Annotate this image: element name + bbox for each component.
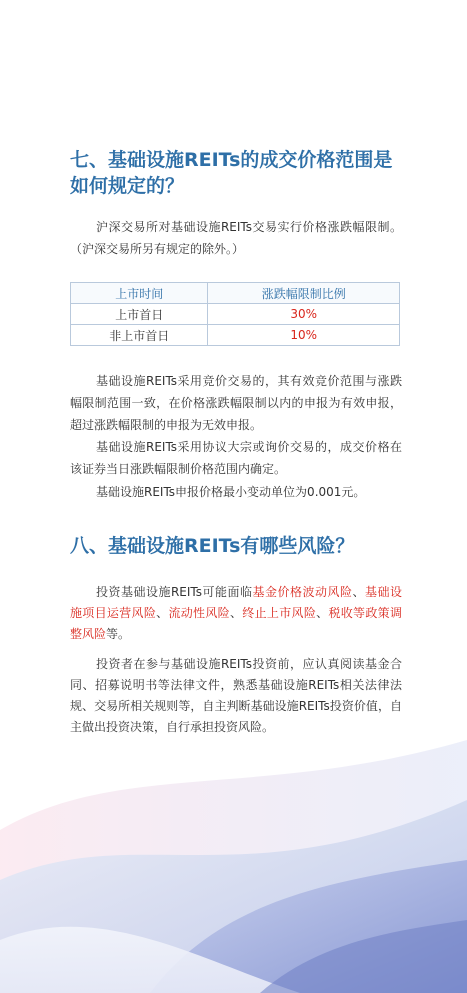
risk-item: 税收等政策调整风险	[70, 606, 402, 641]
risk-separator: 、	[156, 606, 169, 620]
tick-size-paragraph: 基础设施REITs申报价格最小变动单位为0.001元。	[96, 485, 366, 499]
risk-separator: 、	[352, 585, 365, 599]
risk-separator: 、	[316, 606, 329, 620]
table-cell-limit: 10%	[208, 325, 400, 346]
table-cell-time: 上市首日	[71, 304, 208, 325]
risk-item: 基金价格波动风险	[252, 585, 353, 599]
table-cell-limit: 30%	[208, 304, 400, 325]
section-7-intro: 沪深交易所对基础设施REITs交易实行价格涨跌幅限制。（沪深交易所另有规定的除外。）	[70, 220, 402, 256]
risk-item: 流动性风险	[168, 606, 230, 620]
section-7-heading	[70, 147, 430, 199]
section-7-heading-line1: 七、基础设施REITs的成交价格范围是	[70, 149, 393, 171]
table-cell-time: 非上市首日	[71, 325, 208, 346]
bidding-paragraph: 基础设施REITs采用竞价交易的，其有效竞价范围与涨跌幅限制范围一致，在价格涨跌幅限制以内的申报为有效申报，超过涨跌幅限制的申报为无效申报。	[70, 374, 402, 432]
risk-prefix: 投资基础设施REITs可能面临	[96, 585, 253, 599]
price-limit-table	[70, 282, 400, 346]
table-header-row	[71, 283, 400, 304]
risk-list-paragraph	[70, 582, 402, 645]
risk-item: 基础设施项目运营风险	[70, 585, 402, 620]
risk-item: 终止上市风险	[242, 606, 317, 620]
risk-suffix: 等。	[106, 627, 131, 641]
table-header-limit: 涨跌幅限制比例	[208, 283, 400, 304]
table-row	[71, 304, 400, 325]
risk-separator: 、	[229, 606, 243, 620]
table-row	[71, 325, 400, 346]
investor-advice-paragraph: 投资者在参与基础设施REITs投资前，应认真阅读基金合同、招募说明书等法律文件，熟悉基础设施REITs相关法律法规、交易所相关规则等，自主判断基础设施REITs投资价值，自主做出投资决策，自行承担投资风险。	[70, 657, 402, 734]
section-8-heading: 八、基础设施REITs有哪些风险？	[70, 535, 355, 557]
section-7-heading-line2: 如何规定的？	[70, 175, 185, 197]
block-trade-paragraph: 基础设施REITs采用协议大宗或询价交易的，成交价格在该证券当日涨跌幅限制价格范围内确定。	[70, 440, 402, 476]
table-header-time: 上市时间	[71, 283, 208, 304]
